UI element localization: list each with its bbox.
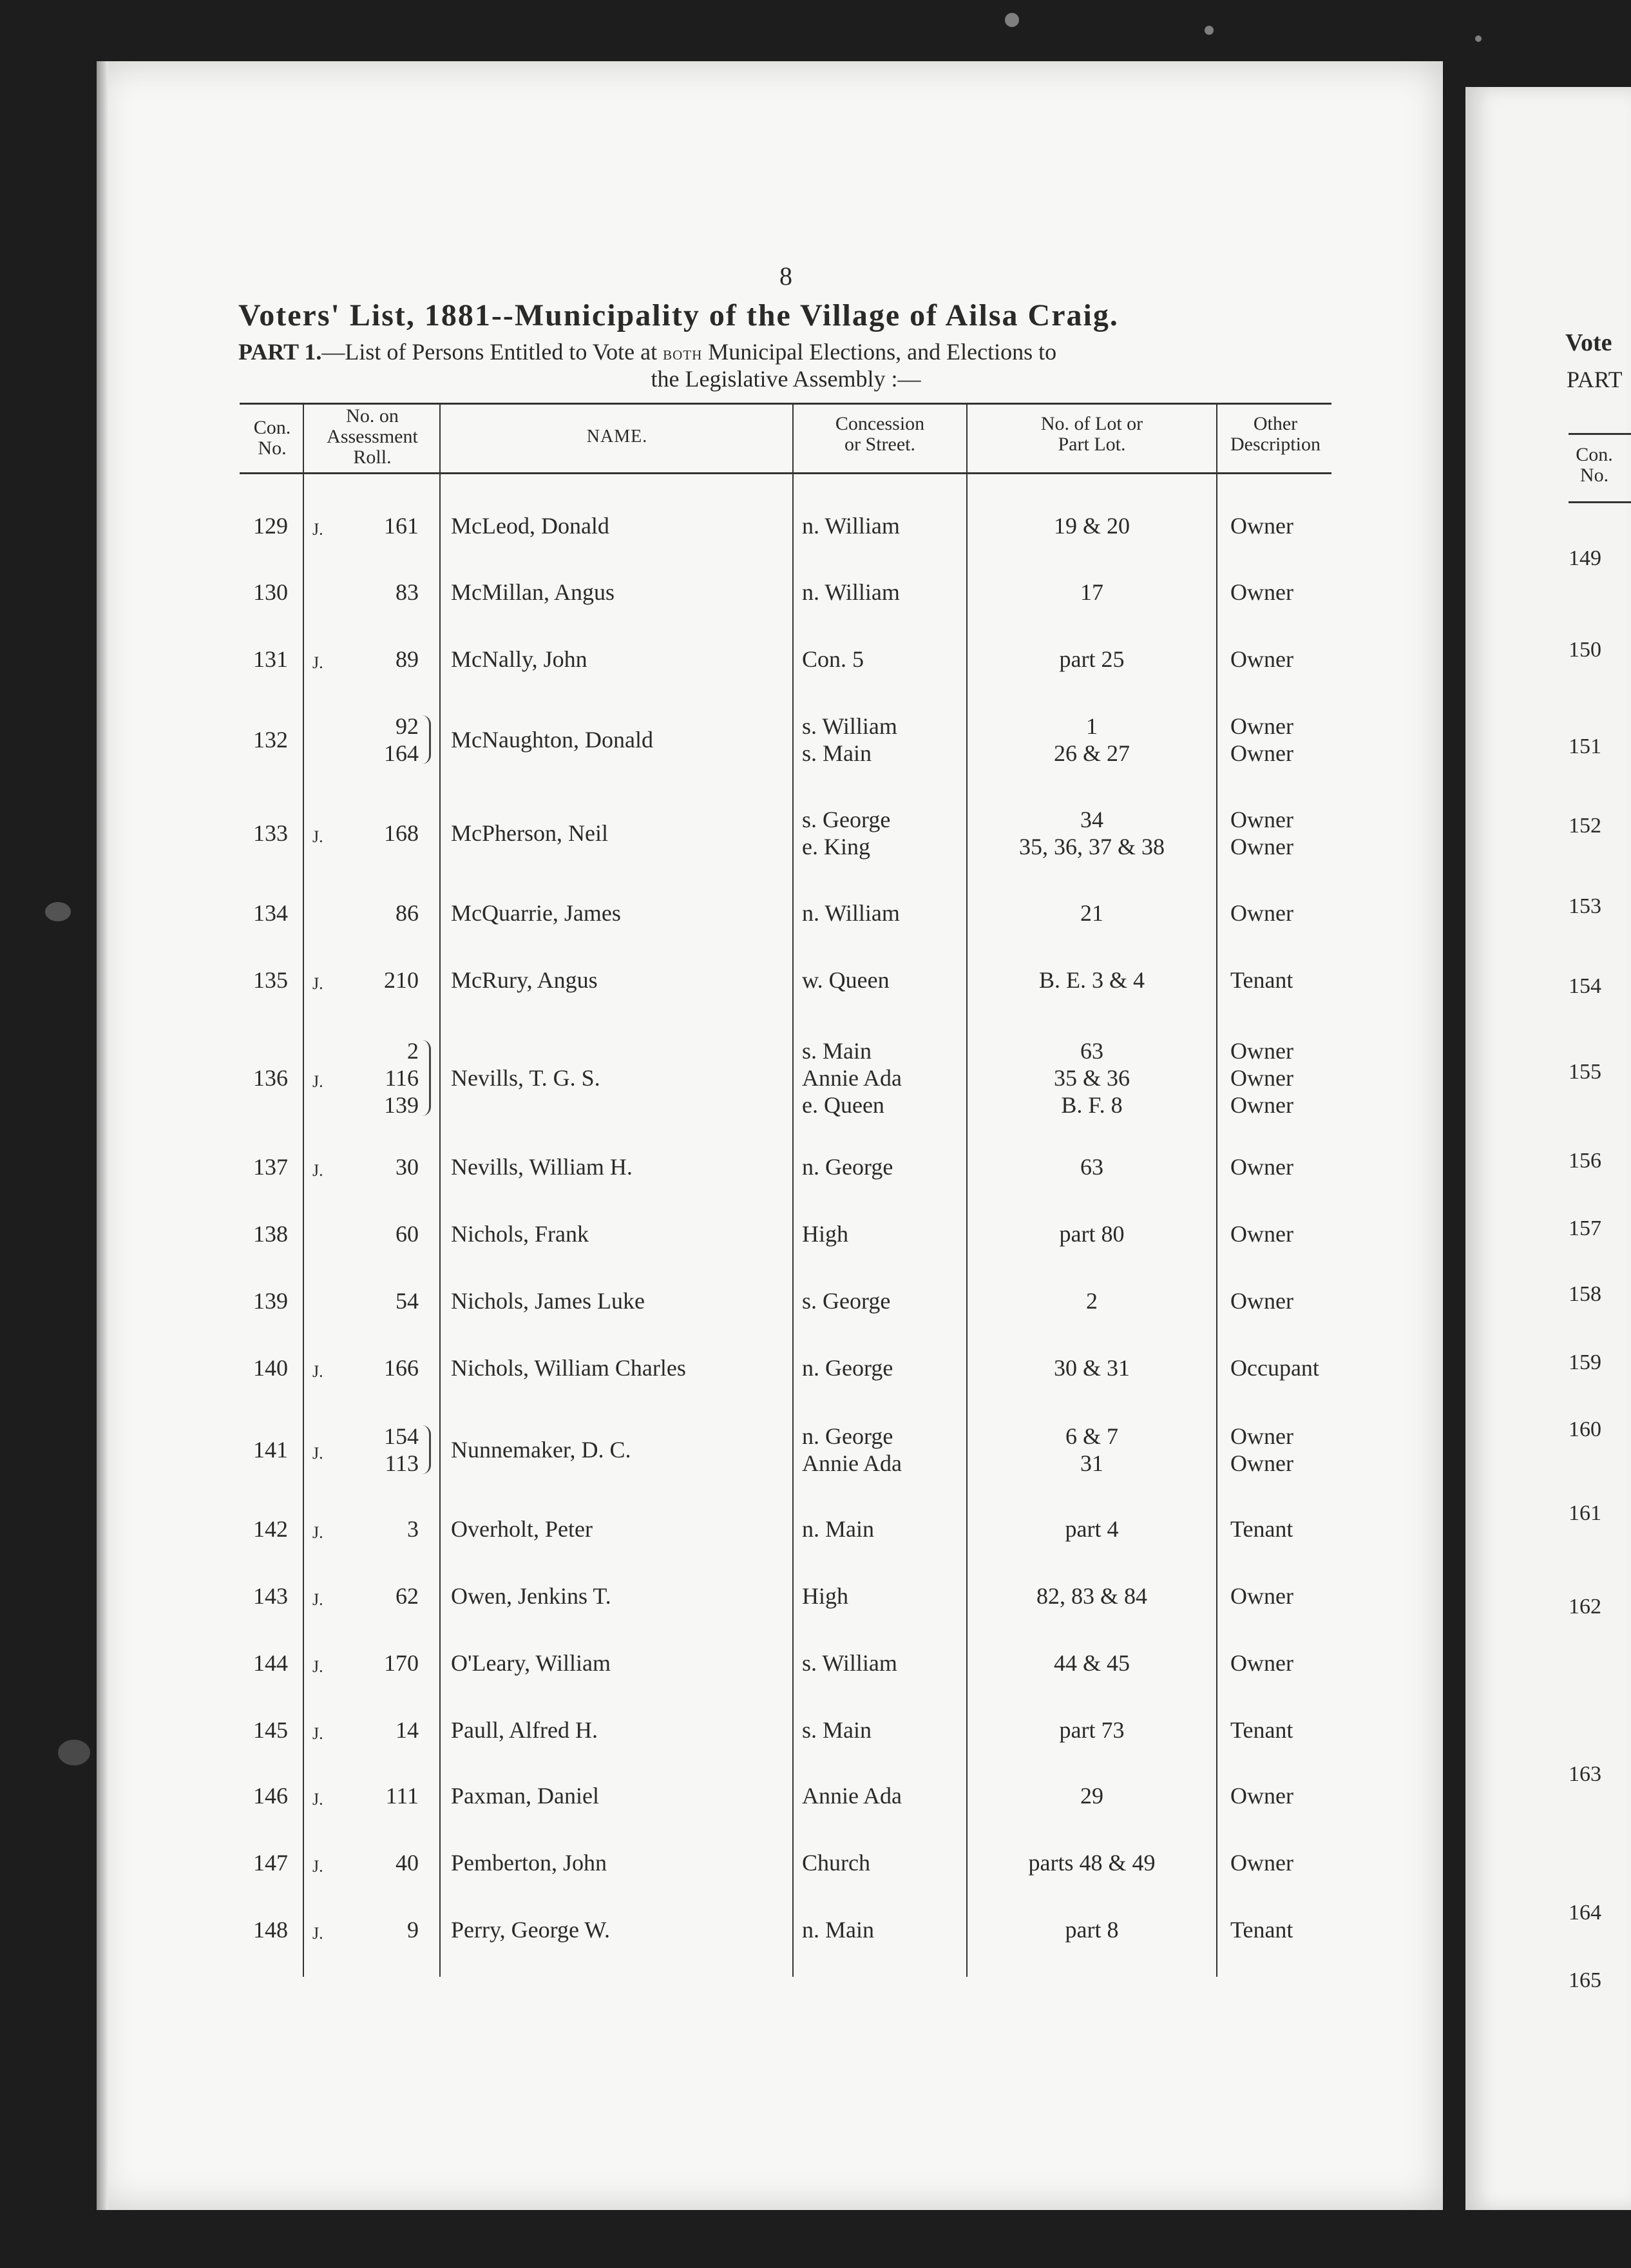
con-number: 140 <box>253 1355 288 1381</box>
voter-name: McMillan, Angus <box>451 579 615 605</box>
header-bottom-rule <box>240 472 1331 474</box>
next-page-con-number: 162 <box>1569 1595 1601 1619</box>
header-lot-line2: Part Lot. <box>1058 434 1126 455</box>
assessment-roll-number: 3 <box>407 1516 419 1542</box>
next-page-con-number: 160 <box>1569 1418 1601 1441</box>
description: Owner <box>1230 1783 1293 1809</box>
roll-brace <box>420 715 431 764</box>
header-lot <box>968 414 1216 455</box>
description: Tenant <box>1230 1516 1293 1542</box>
lot-number: 30 & 31 <box>1053 1355 1130 1381</box>
header-name: NAME. <box>586 427 648 447</box>
juror-mark: J. <box>312 1161 323 1180</box>
juror-mark: J. <box>312 1072 323 1091</box>
con-number: 136 <box>253 1065 288 1091</box>
assessment-roll-number: 154 <box>384 1423 419 1449</box>
header-desc-line1: Other <box>1253 413 1298 434</box>
street: n. William <box>802 900 900 926</box>
assessment-roll-number: 62 <box>396 1583 419 1609</box>
street: s. George <box>802 1288 891 1314</box>
lot-number: 82, 83 & 84 <box>1036 1583 1147 1609</box>
next-page-con-number: 163 <box>1569 1762 1601 1786</box>
next-page-con-line2: No. <box>1579 465 1609 486</box>
next-page-con-number: 154 <box>1569 974 1601 998</box>
next-page-con-number: 155 <box>1569 1060 1601 1084</box>
voter-name: Nunnemaker, D. C. <box>451 1437 631 1463</box>
lot-number: part 73 <box>1059 1717 1125 1743</box>
next-page-con-number: 157 <box>1569 1216 1601 1240</box>
table-top-rule <box>240 403 1331 405</box>
juror-mark: J. <box>312 1924 323 1943</box>
description: Occupant <box>1230 1355 1319 1381</box>
subtitle-rest: Municipal Elections, and Elections to <box>702 339 1057 365</box>
street: n. William <box>802 579 900 605</box>
con-number: 141 <box>253 1437 288 1463</box>
header-roll-line2: Assessment <box>327 426 418 447</box>
assessment-roll-number: 14 <box>396 1717 419 1743</box>
lot-number: 17 <box>1080 579 1103 605</box>
lot-number: 6 & 7 <box>1065 1423 1118 1449</box>
next-page-con-number: 156 <box>1569 1149 1601 1173</box>
con-number: 139 <box>253 1288 288 1314</box>
next-page-header-rule <box>1569 501 1631 503</box>
assessment-roll-number: 170 <box>384 1650 419 1676</box>
next-page-con-number: 158 <box>1569 1282 1601 1306</box>
street: n. Main <box>802 1516 874 1542</box>
con-number: 147 <box>253 1850 288 1876</box>
lot-number: 1 <box>1086 713 1098 739</box>
lot-number: 21 <box>1080 900 1103 926</box>
lot-number: 35 & 36 <box>1053 1065 1130 1091</box>
description: Tenant <box>1230 967 1293 993</box>
juror-mark: J. <box>312 520 323 539</box>
assessment-roll-number: 210 <box>384 967 419 993</box>
lot-number: 31 <box>1080 1450 1103 1476</box>
description: Owner <box>1230 1221 1293 1247</box>
description: Owner <box>1230 1038 1293 1064</box>
page-binding-edge <box>97 61 108 2210</box>
voter-name: Nichols, Frank <box>451 1221 589 1247</box>
lot-number: 26 & 27 <box>1053 740 1130 766</box>
header-street-line2: or Street. <box>844 434 915 455</box>
lot-number: part 25 <box>1059 646 1125 672</box>
description: Owner <box>1230 900 1293 926</box>
dust-speck <box>1005 13 1019 27</box>
con-number: 146 <box>253 1783 288 1809</box>
lot-number: 63 <box>1080 1038 1103 1064</box>
header-description <box>1217 414 1333 455</box>
con-number: 142 <box>253 1516 288 1542</box>
right-page <box>1465 87 1631 2210</box>
con-number: 138 <box>253 1221 288 1247</box>
street: n. Main <box>802 1917 874 1943</box>
voter-name: Paull, Alfred H. <box>451 1717 598 1743</box>
next-page-con-number: 164 <box>1569 1901 1601 1925</box>
dust-speck <box>58 1740 90 1765</box>
juror-mark: J. <box>312 974 323 993</box>
description: Owner <box>1230 646 1293 672</box>
voter-name: McRury, Angus <box>451 967 598 993</box>
assessment-roll-number: 9 <box>407 1917 419 1943</box>
con-number: 145 <box>253 1717 288 1743</box>
voter-name: Owen, Jenkins T. <box>451 1583 611 1609</box>
lot-number: 34 <box>1080 807 1103 832</box>
next-page-con-number: 153 <box>1569 894 1601 918</box>
header-street <box>794 414 966 455</box>
assessment-roll-number: 92 <box>396 713 419 739</box>
con-number: 133 <box>253 820 288 846</box>
juror-mark: J. <box>312 1590 323 1609</box>
assessment-roll-number: 139 <box>384 1092 419 1118</box>
voter-name: McNally, John <box>451 646 587 672</box>
street: High <box>802 1583 848 1609</box>
page-subtitle-line2: the Legislative Assembly :— <box>651 366 921 392</box>
column-divider <box>792 405 794 1977</box>
column-divider <box>966 405 968 1977</box>
header-con-no-line2: No. <box>258 437 287 459</box>
street: n. George <box>802 1154 893 1180</box>
next-page-header-con <box>1569 445 1620 486</box>
description: Owner <box>1230 1850 1293 1876</box>
juror-mark: J. <box>312 827 323 846</box>
column-divider <box>1216 405 1217 1977</box>
subtitle-part: PART 1. <box>238 339 322 365</box>
lot-number: 44 & 45 <box>1053 1650 1130 1676</box>
assessment-roll-number: 60 <box>396 1221 419 1247</box>
voter-name: McQuarrie, James <box>451 900 621 926</box>
juror-mark: J. <box>312 1724 323 1743</box>
assessment-roll-number: 30 <box>396 1154 419 1180</box>
next-page-con-number: 165 <box>1569 1968 1601 1992</box>
lot-number: part 80 <box>1059 1221 1125 1247</box>
voter-name: McLeod, Donald <box>451 513 609 539</box>
next-page-con-number: 152 <box>1569 814 1601 838</box>
con-number: 131 <box>253 646 288 672</box>
street: n. George <box>802 1423 893 1449</box>
description: Owner <box>1230 740 1293 766</box>
juror-mark: J. <box>312 1362 323 1381</box>
dust-speck <box>45 902 71 921</box>
description: Owner <box>1230 713 1293 739</box>
header-desc-line2: Description <box>1230 434 1321 455</box>
assessment-roll-number: 89 <box>396 646 419 672</box>
page-subtitle <box>238 338 1333 367</box>
lot-number: 19 & 20 <box>1053 513 1130 539</box>
description: Owner <box>1230 807 1293 832</box>
dust-speck <box>1205 26 1214 35</box>
header-con-no-line1: Con. <box>253 417 291 438</box>
voter-name: Pemberton, John <box>451 1850 607 1876</box>
description: Owner <box>1230 1650 1293 1676</box>
street: e. King <box>802 834 870 860</box>
column-divider <box>439 405 441 1977</box>
description: Owner <box>1230 513 1293 539</box>
lot-number: 2 <box>1086 1288 1098 1314</box>
street: s. George <box>802 807 891 832</box>
voter-name: O'Leary, William <box>451 1650 611 1676</box>
assessment-roll-number: 86 <box>396 900 419 926</box>
street: s. Main <box>802 740 872 766</box>
next-page-subtitle-fragment: PART <box>1567 367 1623 392</box>
lot-number: part 8 <box>1065 1917 1119 1943</box>
voter-name: Overholt, Peter <box>451 1516 593 1542</box>
con-number: 137 <box>253 1154 288 1180</box>
assessment-roll-number: 83 <box>396 579 419 605</box>
street: n. William <box>802 513 900 539</box>
voter-name: Paxman, Daniel <box>451 1783 599 1809</box>
next-page-con-number: 161 <box>1569 1501 1601 1525</box>
voter-name: Nevills, T. G. S. <box>451 1065 600 1091</box>
assessment-roll-number: 111 <box>385 1783 419 1809</box>
next-page-con-number: 149 <box>1569 546 1601 570</box>
description: Owner <box>1230 1154 1293 1180</box>
street: w. Queen <box>802 967 890 993</box>
street: Annie Ada <box>802 1450 902 1476</box>
con-number: 144 <box>253 1650 288 1676</box>
roll-brace <box>420 1040 431 1116</box>
lot-number: 29 <box>1080 1783 1103 1809</box>
lot-number: part 4 <box>1065 1516 1119 1542</box>
assessment-roll-number: 164 <box>384 740 419 766</box>
subtitle-both: both <box>663 343 703 364</box>
next-page-con-number: 150 <box>1569 638 1601 662</box>
header-assessment-roll <box>305 406 439 468</box>
juror-mark: J. <box>312 1790 323 1809</box>
description: Owner <box>1230 579 1293 605</box>
con-number: 143 <box>253 1583 288 1609</box>
con-number: 134 <box>253 900 288 926</box>
header-street-line1: Concession <box>835 413 925 434</box>
subtitle-lead: —List of Persons Entitled to Vote at <box>321 339 663 365</box>
next-page-top-rule <box>1569 433 1631 435</box>
juror-mark: J. <box>312 653 323 672</box>
column-divider <box>303 405 304 1977</box>
con-number: 148 <box>253 1917 288 1943</box>
description: Owner <box>1230 1288 1293 1314</box>
lot-number: B. E. 3 & 4 <box>1038 967 1145 993</box>
header-lot-line1: No. of Lot or <box>1040 413 1143 434</box>
description: Owner <box>1230 1423 1293 1449</box>
next-page-con-line1: Con. <box>1576 444 1613 465</box>
street: Annie Ada <box>802 1783 902 1809</box>
page-title: Voters' List, 1881--Municipality of the Village of Ailsa Craig. <box>238 298 1119 332</box>
street: n. George <box>802 1355 893 1381</box>
description: Tenant <box>1230 1917 1293 1943</box>
header-con-no <box>242 418 303 459</box>
assessment-roll-number: 166 <box>384 1355 419 1381</box>
description: Owner <box>1230 1092 1293 1118</box>
description: Owner <box>1230 1450 1293 1476</box>
street: Con. 5 <box>802 646 864 672</box>
assessment-roll-number: 2 <box>407 1038 419 1064</box>
assessment-roll-number: 116 <box>385 1065 419 1091</box>
lot-number: B. F. 8 <box>1061 1092 1123 1118</box>
lot-number: parts 48 & 49 <box>1028 1850 1156 1876</box>
street: s. William <box>802 1650 897 1676</box>
juror-mark: J. <box>312 1857 323 1876</box>
page-number: 8 <box>779 262 792 291</box>
voter-name: McPherson, Neil <box>451 820 608 846</box>
street: s. Main <box>802 1717 872 1743</box>
description: Owner <box>1230 1583 1293 1609</box>
juror-mark: J. <box>312 1657 323 1676</box>
street: e. Queen <box>802 1092 884 1118</box>
description: Owner <box>1230 834 1293 860</box>
dust-speck <box>1475 35 1482 42</box>
street: s. William <box>802 713 897 739</box>
assessment-roll-number: 54 <box>396 1288 419 1314</box>
next-page-con-number: 151 <box>1569 735 1601 758</box>
lot-number: 35, 36, 37 & 38 <box>1018 834 1165 860</box>
assessment-roll-number: 168 <box>384 820 419 846</box>
street: Church <box>802 1850 870 1876</box>
assessment-roll-number: 40 <box>396 1850 419 1876</box>
juror-mark: J. <box>312 1444 323 1463</box>
street: High <box>802 1221 848 1247</box>
street: s. Main <box>802 1038 872 1064</box>
voter-name: Nevills, William H. <box>451 1154 633 1180</box>
roll-brace <box>420 1425 431 1474</box>
street: Annie Ada <box>802 1065 902 1091</box>
voter-name: McNaughton, Donald <box>451 727 653 753</box>
voter-name: Nichols, William Charles <box>451 1355 686 1381</box>
voter-name: Nichols, James Luke <box>451 1288 645 1314</box>
assessment-roll-number: 161 <box>384 513 419 539</box>
con-number: 135 <box>253 967 288 993</box>
header-roll-line3: Roll. <box>353 447 392 468</box>
voter-name: Perry, George W. <box>451 1917 610 1943</box>
header-roll-line1: No. on <box>346 405 399 427</box>
assessment-roll-number: 113 <box>385 1450 419 1476</box>
description: Tenant <box>1230 1717 1293 1743</box>
description: Owner <box>1230 1065 1293 1091</box>
con-number: 129 <box>253 513 288 539</box>
next-page-con-number: 159 <box>1569 1350 1601 1374</box>
next-page-title-fragment: Vote <box>1565 329 1612 356</box>
con-number: 132 <box>253 727 288 753</box>
lot-number: 63 <box>1080 1154 1103 1180</box>
juror-mark: J. <box>312 1523 323 1542</box>
con-number: 130 <box>253 579 288 605</box>
